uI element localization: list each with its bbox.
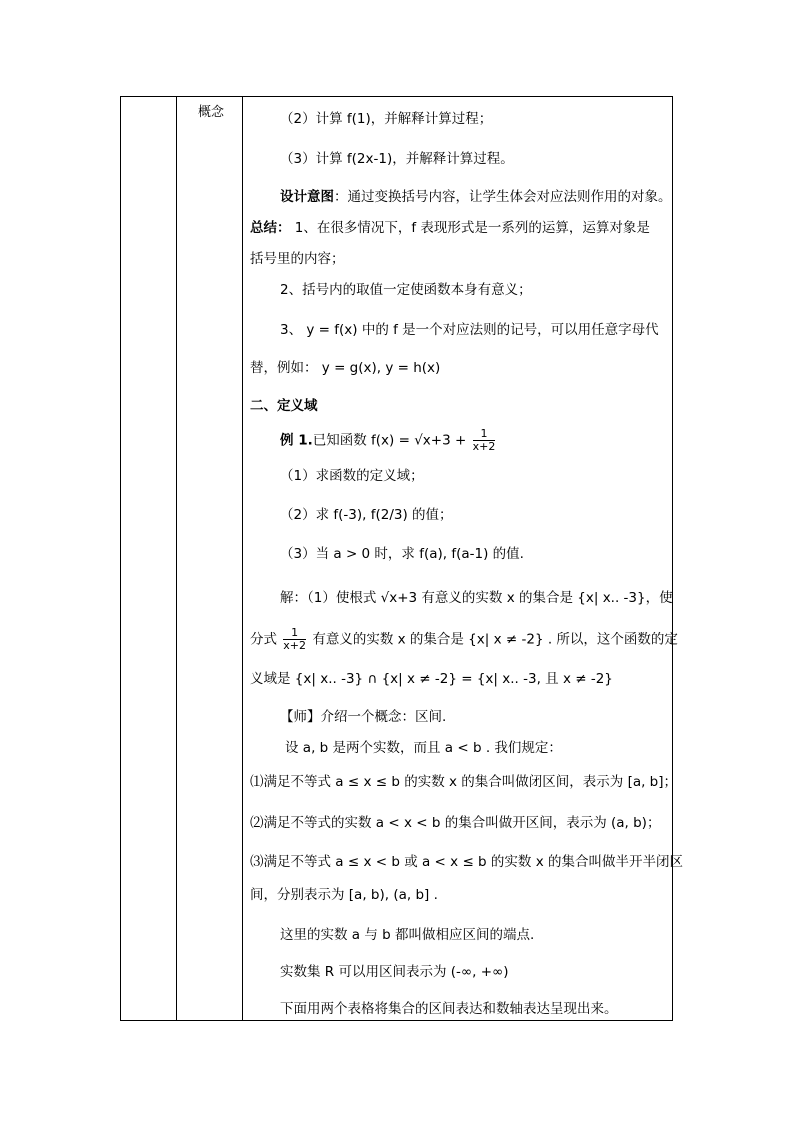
line-18: 设 a, b 是两个实数，而且 a < b . 我们规定： (285, 740, 562, 756)
line-8: 替，例如： y = g(x), y = h(x) (250, 360, 441, 376)
example-label: 例 1. (280, 432, 313, 449)
line-25: 下面用两个表格将集合的区间表达和数轴表达呈现出来。 (280, 1001, 618, 1017)
line-2: （3）计算 f(2x-1)，并解释计算过程。 (280, 151, 514, 167)
line-1: （2）计算 f(1)，并解释计算过程； (280, 111, 493, 127)
line-12: （2）求 f(-3), f(2/3) 的值； (280, 507, 453, 523)
line-24: 实数集 R 可以用区间表示为 (-∞, +∞) (280, 964, 509, 980)
column-divider-1 (176, 97, 177, 1020)
line-3: 设计意图：通过变换括号内容，让学生体会对应法则作用的对象。 (280, 189, 672, 205)
line-14: 解：（1）使根式 √x+3 有意义的实数 x 的集合是 {x| x.. -3}，使 (280, 590, 673, 606)
line-15: 分式 $\frac{1}{x+2}$ 有意义的实数 x 的集合是 {x| x ≠ -2} . 所以，这个函数的定 (250, 626, 678, 652)
line-21: ⑶满足不等式 a ≤ x < b 或 a < x ≤ b 的实数 x 的集合叫做半开半闭区 (250, 854, 683, 870)
line-17: 【师】介绍一个概念：区间. (280, 709, 447, 725)
line-13: （3）当 a > 0 时，求 f(a), f(a-1) 的值. (280, 546, 524, 562)
line-16: 义域是 {x| x.. -3} ∩ {x| x ≠ -2} = {x| x.. -3, 且 x ≠ -2} (250, 671, 613, 687)
design-intent-label: 设计意图 (280, 189, 334, 205)
line-11: （1）求函数的定义域； (280, 468, 424, 484)
line-20: ⑵满足不等式的实数 a < x < b 的集合叫做开区间，表示为 (a, b)； (250, 815, 661, 831)
line-4: 总结： 1、在很多情况下，f 表现形式是一系列的运算，运算对象是 (250, 220, 650, 236)
concept-label: 概念 (198, 105, 225, 120)
section-heading-domain: 二、定义域 (250, 398, 318, 414)
line-7: 3、 y = f(x) 中的 f 是一个对应法则的记号，可以用任意字母代 (280, 322, 659, 338)
line-19: ⑴满足不等式 a ≤ x ≤ b 的实数 x 的集合叫做闭区间，表示为 [a, b]； (250, 774, 678, 790)
fraction: $\frac{1}{x+2}$ (283, 626, 307, 652)
fraction: $\frac{1}{x+2}$ (472, 427, 496, 453)
summary-label: 总结： (250, 220, 291, 236)
line-5: 括号里的内容； (250, 251, 345, 267)
column-divider-2 (242, 97, 243, 1020)
line-6: 2、括号内的取值一定使函数本身有意义； (280, 282, 532, 298)
line-23: 这里的实数 a 与 b 都叫做相应区间的端点. (280, 927, 535, 943)
line-10: 例 1.已知函数 f(x) = √x+3 + $\frac{1}{x+2}$ (280, 427, 496, 453)
line-22: 间，分别表示为 [a, b), (a, b] . (250, 887, 438, 903)
